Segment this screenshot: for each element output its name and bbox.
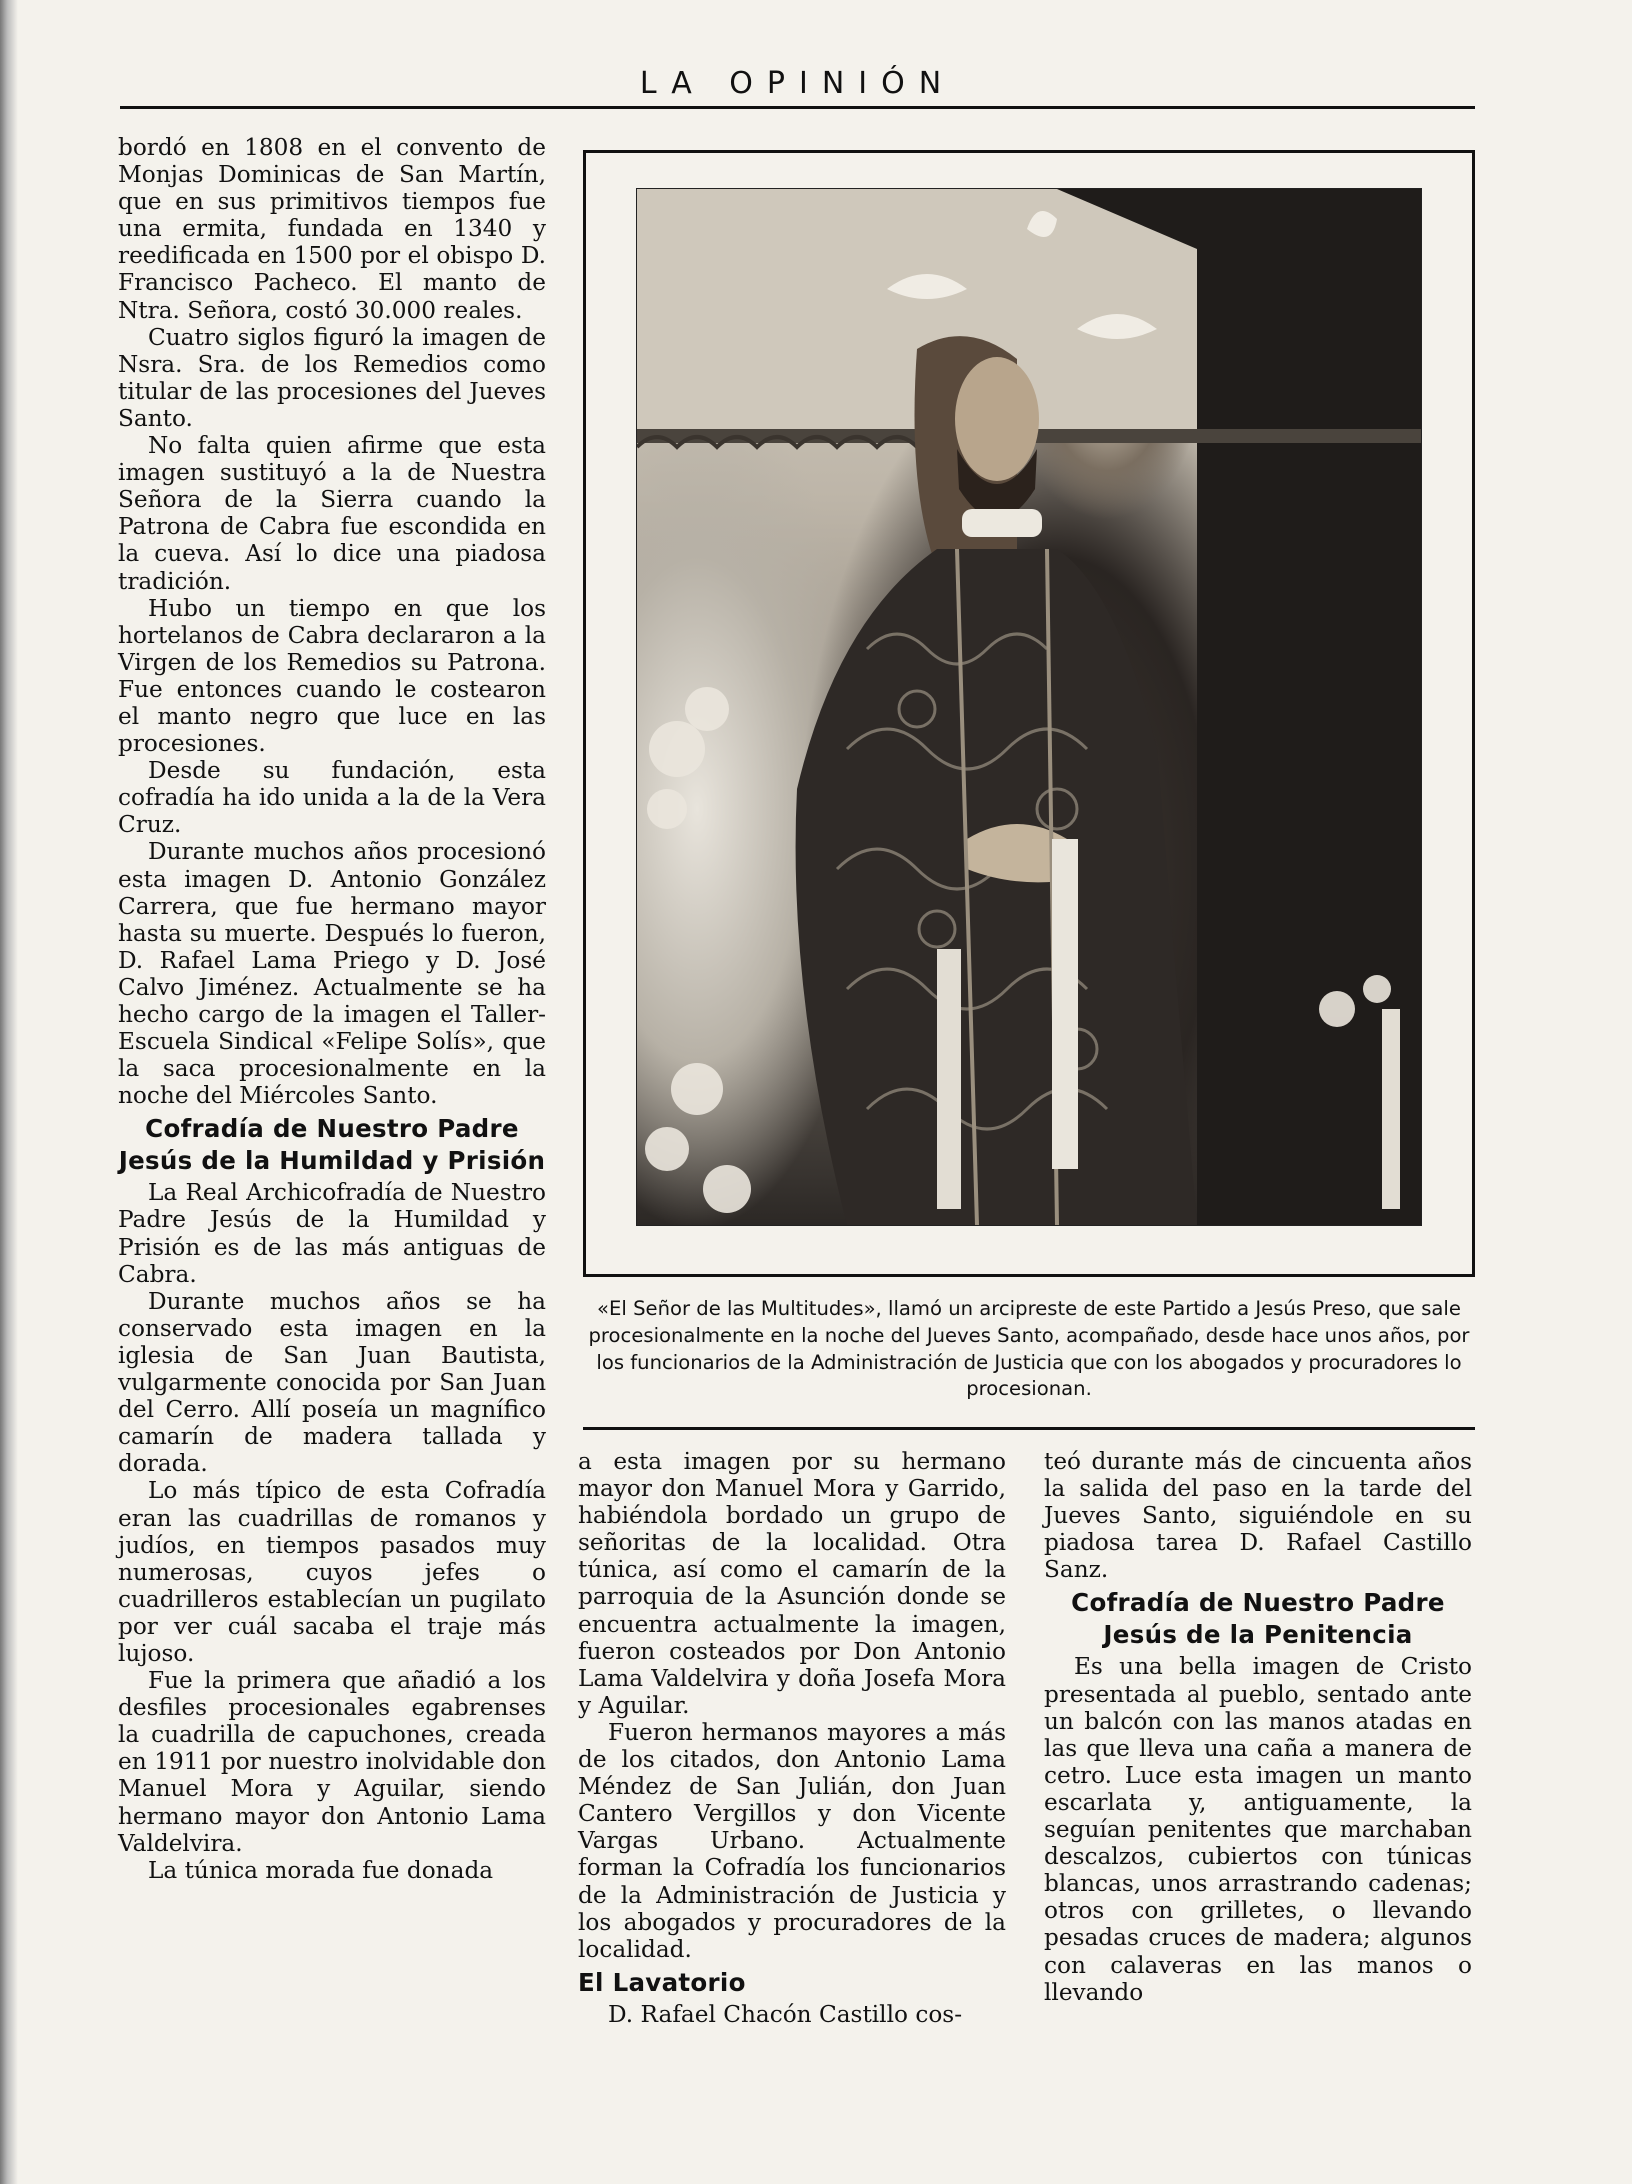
photo-jesus-preso bbox=[636, 188, 1422, 1226]
masthead-title: LA OPINIÓN bbox=[639, 66, 956, 101]
photo-caption: «El Señor de las Multitudes», llamó un arcipreste de este Partido a Jesús Preso, que sale procesionalmente en la noche del Jueves Santo, acompañado, desde hace unos años, por los funcionarios de la Administración de Justicia que con los abogados y procuradores lo procesionan. bbox=[588, 1297, 1470, 1401]
paragraph: a esta imagen por su hermano mayor don Manuel Mora y Garrido, habiéndola bordado un grupo de señoritas de la localidad. Otra túnica, así como el camarín de la parroquia de la Asunción donde se encuentra actualmente la imagen, fueron costeados por Don Antonio Lama Valdelvira y doña Josefa Mora y Aguilar. bbox=[578, 1448, 1006, 1719]
paragraph: bordó en 1808 en el convento de Monjas Dominicas de San Martín, que en sus primitivos tiempos fue una ermita, fundada en 1340 y reedificada en 1500 por el obispo D. Francisco Pacheco. El manto de Ntra. Señora, costó 30.000 reales. bbox=[118, 134, 546, 324]
paragraph: Fueron hermanos mayores a más de los citados, don Antonio Lama Méndez de San Julián, don Juan Cantero Vergillos y don Vicente Vargas Urbano. Actualmente forman la Cofradía los funcionarios de la Administración de Justicia y los abogados y procuradores de la localidad. bbox=[578, 1718, 1006, 1963]
paragraph: Es una bella imagen de Cristo presentada al pueblo, sentado ante un balcón con las manos atadas en las que lleva una caña a manera de cetro. Luce esta imagen un manto escarlata y, antiguamente, la seguían penitentes que marchaban descalzos, cubiertos con túnicas blancas, unos arrastrando cadenas; otros con grilletes, o llevando pesadas cruces de madera; algunos con calaveras en las manos o llevando bbox=[1044, 1653, 1472, 2006]
paragraph: Durante muchos años procesionó esta imagen D. Antonio González Carrera, que fue hermano mayor hasta su muerte. Después lo fueron, D. Rafael Lama Priego y D. José Calvo Jiménez. Actualmente se ha hecho cargo de la imagen el Taller-Escuela Sindical «Felipe Solís», que la saca procesionalmente en la noche del Miércoles Santo. bbox=[118, 838, 546, 1110]
paragraph: Cuatro siglos figuró la imagen de Nsra. Sra. de los Remedios como titular de las procesiones del Jueves Santo. bbox=[118, 323, 546, 432]
paragraph: No falta quien afirme que esta imagen sustituyó a la de Nuestra Señora de la Sierra cuando la Patrona de Cabra fue escondida en la cueva. Así lo dice una piadosa tradición. bbox=[118, 432, 546, 595]
paragraph: Hubo un tiempo en que los hortelanos de Cabra declararon a la Virgen de los Remedios su Patrona. Fue entonces cuando le costearon el manto negro que luce en las procesiones. bbox=[118, 594, 546, 758]
paragraph: Durante muchos años se ha conservado esta imagen en la iglesia de San Juan Bautista, vulgarmente conocida por San Juan del Cerro. Allí poseía un magnífico camarín de madera tallada y dorada. bbox=[118, 1287, 546, 1478]
masthead-rule bbox=[120, 106, 1475, 109]
page-edge-shadow bbox=[0, 0, 18, 2184]
paragraph: Desde su fundación, esta cofradía ha ido unida a la de la Vera Cruz. bbox=[118, 757, 546, 839]
caption-rule bbox=[583, 1427, 1475, 1430]
paragraph: Fue la primera que añadió a los desfiles procesionales egabrenses la cuadrilla de capuchones, creada en 1911 por nuestro inolvidable don Manuel Mora y Aguilar, siendo hermano mayor don Antonio Lama Valdelvira. bbox=[118, 1667, 546, 1857]
left-column bbox=[118, 134, 546, 1884]
paragraph: La Real Archicofradía de Nuestro Padre Jesús de la Humildad y Prisión es de las más antiguas de Cabra. bbox=[118, 1179, 546, 1288]
paragraph: teó durante más de cincuenta años la salida del paso en la tarde del Jueves Santo, siguiéndole en su piadosa tarea D. Rafael Castillo Sanz. bbox=[1044, 1448, 1472, 1584]
section-heading: El Lavatorio bbox=[578, 1967, 746, 1997]
section-heading: Cofradía de Nuestro Padre Jesús de la Humildad y Prisión bbox=[118, 1114, 546, 1176]
middle-column bbox=[578, 1448, 1006, 2028]
right-column bbox=[1044, 1448, 1472, 2006]
section-heading: Cofradía de Nuestro Padre Jesús de la Penitencia bbox=[1071, 1588, 1445, 1650]
paragraph: D. Rafael Chacón Castillo cos- bbox=[608, 2000, 963, 2028]
photo-illustration bbox=[637, 189, 1421, 1225]
paragraph: Lo más típico de esta Cofradía eran las cuadrillas de romanos y judíos, en tiempos pasados muy numerosas, cuyos jefes o cuadrilleros establecían un pugilato por ver cuál sacaba el traje más lujoso. bbox=[118, 1477, 546, 1667]
paragraph: La túnica morada fue donada bbox=[148, 1856, 494, 1884]
